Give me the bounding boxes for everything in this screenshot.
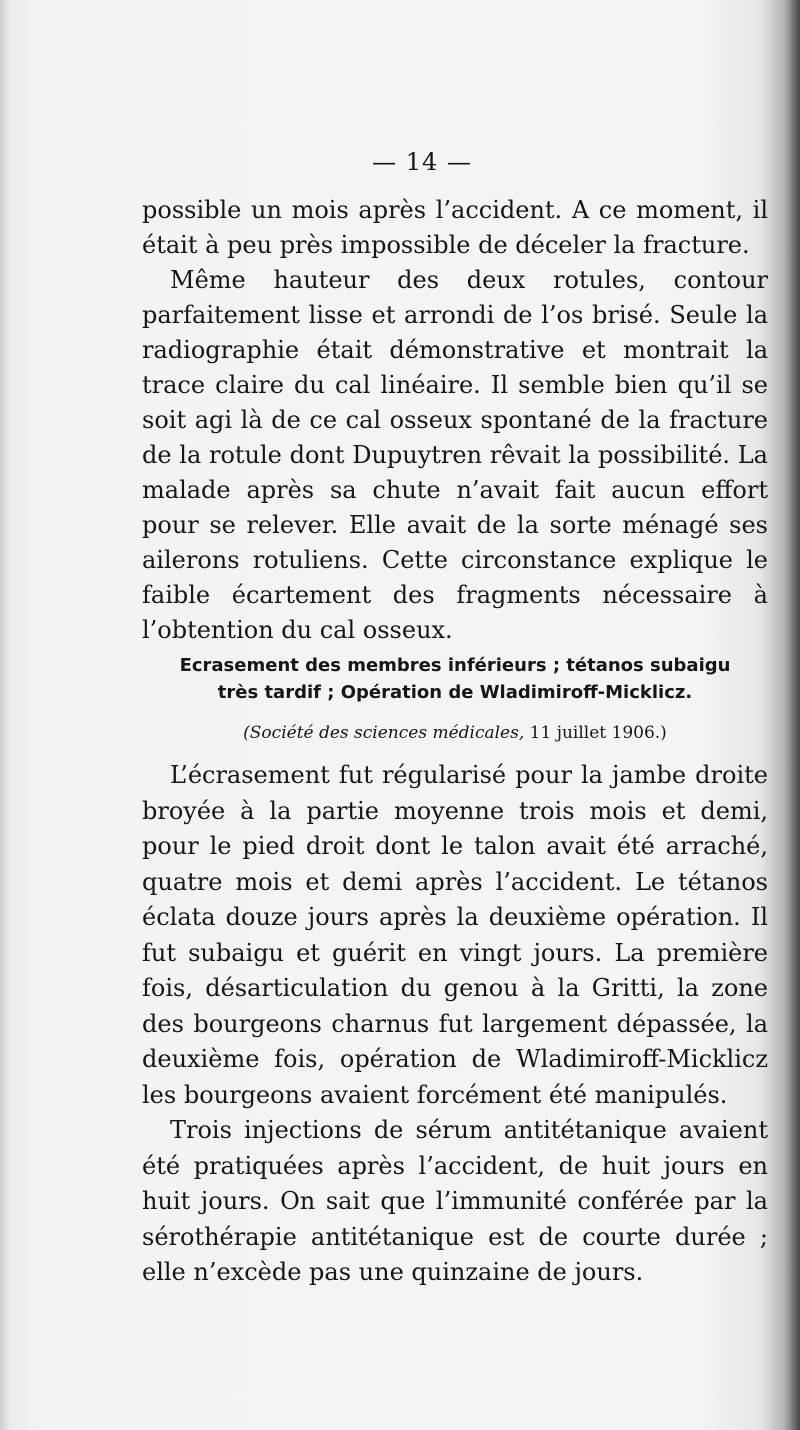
citation-society: (Société des sciences médicales,	[243, 723, 525, 743]
section-1-text	[142, 193, 768, 648]
citation	[142, 720, 768, 746]
page-left-edge	[0, 0, 10, 1430]
section-heading	[142, 652, 768, 706]
heading-line-1: Ecrasement des membres inférieurs ; tétanos subaigu	[179, 655, 731, 676]
page-number: — 14 —	[372, 148, 472, 176]
paragraph-2: Même hauteur des deux rotules, contour parfaitement lisse et arrondi de l’os brisé. Seule la radiographie était démonstrative et montrait la trace claire du cal linéaire. Il semble bien qu’il se soit agi là de ce cal osseux spontané de la fracture de la rotule dont Dupuytren rêvait la possibilité. La malade après sa chute n’avait fait aucun effort pour se relever. Elle avait de la sorte ménagé ses ailerons rotuliens. Cette circonstance explique le faible écartement des fragments nécessaire à l’obtention du cal osseux.	[142, 266, 768, 644]
paragraph-3: L’écrasement fut régularisé pour la jambe droite broyée à la partie moyenne trois mois et demi, pour le pied droit dont le talon avait été arraché, quatre mois et demi après l’accident. Le tétanos éclata douze jours après la deuxième opération. Il fut subaigu et guérit en vingt jours. La première fois, désarticulation du genou à la Gritti, la zone des bourgeons charnus fut largement dépassée, la deuxième fois, opération de Wladimiroff-Micklicz les bourgeons avaient forcément été manipulés.	[142, 761, 768, 1109]
heading-line-2: très tardif ; Opération de Wladimiroff-Micklicz.	[217, 682, 693, 703]
page-gutter-shadow	[784, 0, 800, 1430]
section-2-text	[142, 758, 768, 1291]
paragraph-1: possible un mois après l’accident. A ce moment, il était à peu près impossible de déceler la fracture.	[142, 196, 768, 259]
citation-date: 11 juillet 1906.)	[529, 723, 667, 743]
paragraph-4: Trois injections de sérum antitétanique avaient été pratiquées après l’accident, de huit jours en huit jours. On sait que l’immunité conférée par la sérothérapie antitétanique est de courte durée ; elle n’excède pas une quinzaine de jours.	[142, 1116, 768, 1286]
